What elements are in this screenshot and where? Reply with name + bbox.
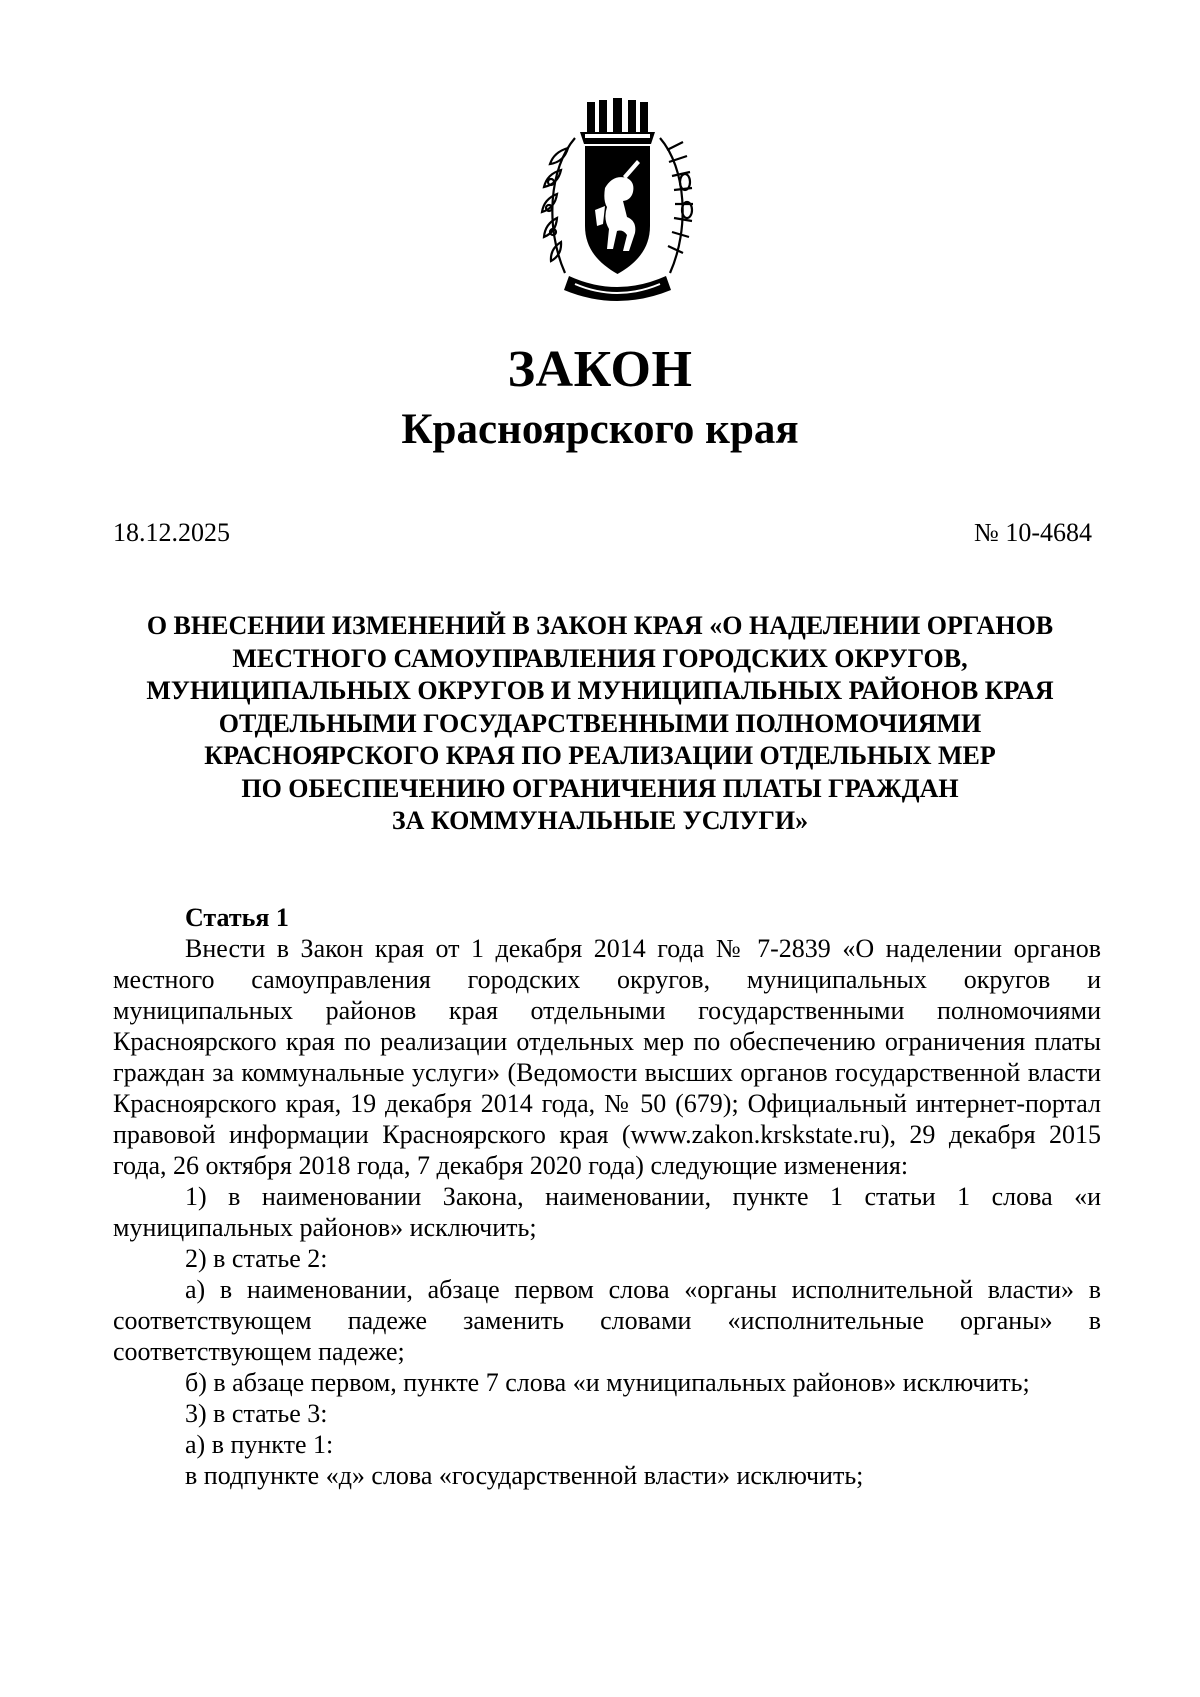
paragraph: а) в наименовании, абзаце первом слова «органы исполнительной власти» в соответствующем падеже заменить словами «исполнительные органы» в соответствующем падеже; bbox=[113, 1275, 1101, 1366]
heading-line: МЕСТНОГО САМОУПРАВЛЕНИЯ ГОРОДСКИХ ОКРУГОВ, bbox=[232, 643, 968, 673]
heading-line: О ВНЕСЕНИИ ИЗМЕНЕНИЙ В ЗАКОН КРАЯ «О НАДЕЛЕНИИ ОРГАНОВ bbox=[146, 611, 1054, 640]
document-title: ЗАКОН bbox=[507, 341, 693, 398]
heading-line: МУНИЦИПАЛЬНЫХ ОКРУГОВ И МУНИЦИПАЛЬНЫХ РАЙОНОВ КРАЯ bbox=[146, 676, 1054, 705]
heading-line: КРАСНОЯРСКОГО КРАЯ ПО РЕАЛИЗАЦИИ ОТДЕЛЬНЫХ МЕР bbox=[204, 741, 996, 770]
paragraph: б) в абзаце первом, пункте 7 слова «и муниципальных районов» исключить; bbox=[185, 1368, 1030, 1397]
paragraph: 1) в наименовании Закона, наименовании, пункте 1 статьи 1 слова «и муниципальных районов» исключить; bbox=[113, 1182, 1101, 1242]
law-heading bbox=[100, 610, 1100, 838]
paragraph: а) в пункте 1: bbox=[185, 1430, 334, 1459]
heading-line: ПО ОБЕСПЕЧЕНИЮ ОГРАНИЧЕНИЯ ПЛАТЫ ГРАЖДАН bbox=[241, 773, 959, 803]
document-subtitle: Красноярского края bbox=[401, 406, 799, 453]
law-date: 18.12.2025 bbox=[113, 518, 230, 547]
heading-line: ОТДЕЛЬНЫМИ ГОСУДАРСТВЕННЫМИ ПОЛНОМОЧИЯМИ bbox=[218, 708, 982, 738]
heading-line: ЗА КОММУНАЛЬНЫЕ УСЛУГИ» bbox=[391, 806, 809, 835]
law-number: № 10-4684 bbox=[974, 518, 1092, 547]
paragraph: Внести в Закон края от 1 декабря 2014 года № 7-2839 «О наделении органов местного самоуправления городских округов, муниципальных округов и муниципальных районов края отдельными государственными полномочиями Красноярского края по реализации отдельных мер по обеспечению ограничения платы граждан за коммунальные услуги» (Ведомости высших органов государственной власти Красноярского края, 19 декабря 2014 года, № 50 (679); Официальный интернет-портал правовой информации Красноярского края (www.zakon.krskstate.ru), 29 декабря 2015 года, 26 октября 2018 года, 7 декабря 2020 года) следующие изменения: bbox=[113, 934, 1101, 1180]
law-body bbox=[113, 902, 1101, 1491]
paragraph: 2) в статье 2: bbox=[185, 1244, 328, 1273]
coat-of-arms-emblem bbox=[535, 98, 700, 313]
article-title: Статья 1 bbox=[185, 903, 289, 932]
paragraph: в подпункте «д» слова «государственной власти» исключить; bbox=[185, 1461, 864, 1490]
paragraph: 3) в статье 3: bbox=[185, 1399, 328, 1428]
